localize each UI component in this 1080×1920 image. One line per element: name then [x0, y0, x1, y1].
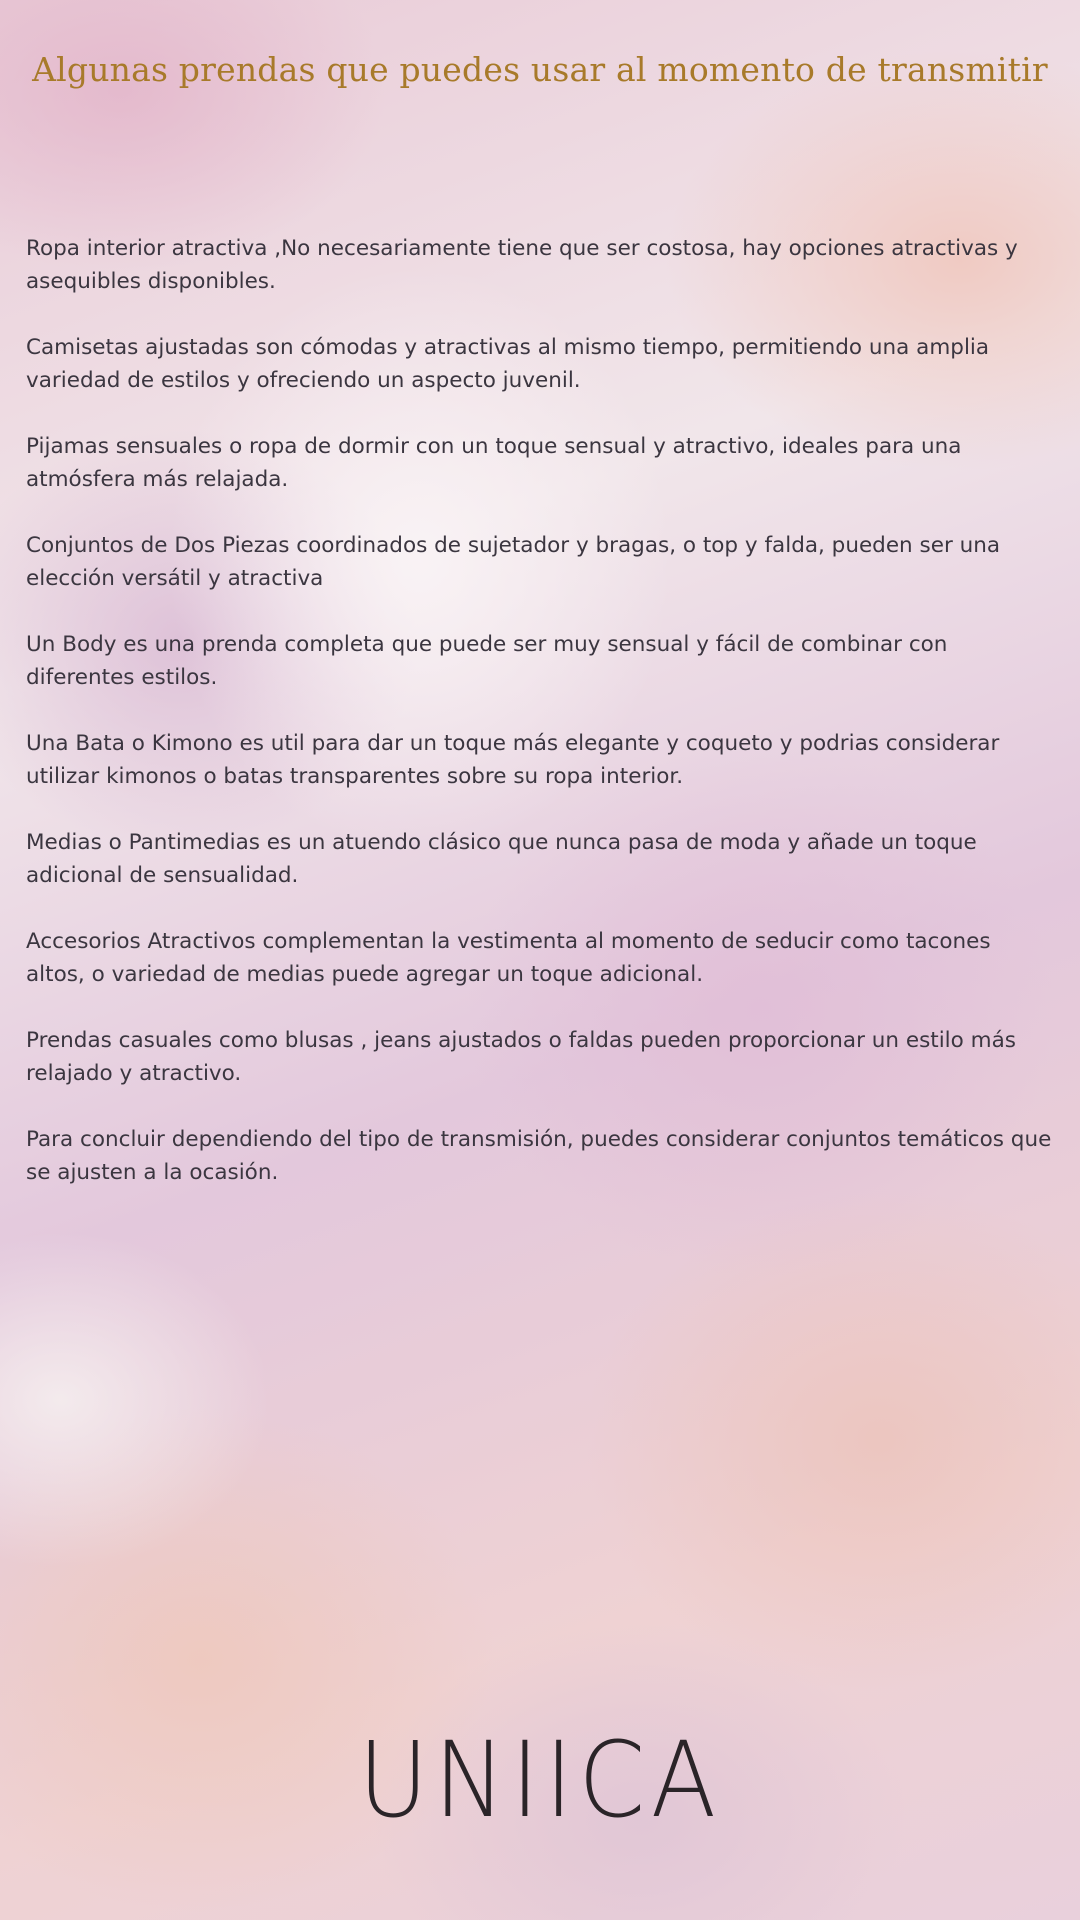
paragraph-camisetas: Camisetas ajustadas son cómodas y atractivas al mismo tiempo, permitiendo una amplia variedad de estilos y ofreciendo un aspecto juvenil. — [26, 335, 990, 393]
paragraph-conclusion: Para concluir dependiendo del tipo de transmisión, puedes considerar conjuntos temáticos que se ajusten a la ocasión. — [26, 1127, 1052, 1185]
paragraph-conjuntos: Conjuntos de Dos Piezas coordinados de sujetador y bragas, o top y falda, pueden ser una elección versátil y atractiva — [26, 533, 1001, 591]
paragraph-bata-kimono: Una Bata o Kimono es util para dar un toque más elegante y coqueto y podrias considerar utilizar kimonos o batas transparentes sobre su ropa interior. — [26, 731, 1000, 789]
paragraph-accesorios: Accesorios Atractivos complementan la vestimenta al momento de seducir como tacones altos, o variedad de medias puede agregar un toque adicional. — [26, 929, 991, 987]
paragraph-pijamas: Pijamas sensuales o ropa de dormir con un toque sensual y atractivo, ideales para una atmósfera más relajada. — [26, 434, 962, 492]
paragraph-ropa-interior: Ropa interior atractiva ,No necesariamente tiene que ser costosa, hay opciones atractivas y asequibles disponibles. — [26, 236, 1018, 294]
brand-logo: UNIICA — [358, 1719, 722, 1841]
paragraph-prendas-casuales: Prendas casuales como blusas , jeans ajustados o faldas pueden proporcionar un estilo más relajado y atractivo. — [26, 1028, 1016, 1086]
page-title: Algunas prendas que puedes usar al momento de transmitir — [32, 50, 1048, 89]
paragraph-body: Un Body es una prenda completa que puede ser muy sensual y fácil de combinar con diferentes estilos. — [26, 632, 948, 690]
body-text — [26, 232, 1056, 1222]
paragraph-medias: Medias o Pantimedias es un atuendo clásico que nunca pasa de moda y añade un toque adicional de sensualidad. — [26, 830, 977, 888]
